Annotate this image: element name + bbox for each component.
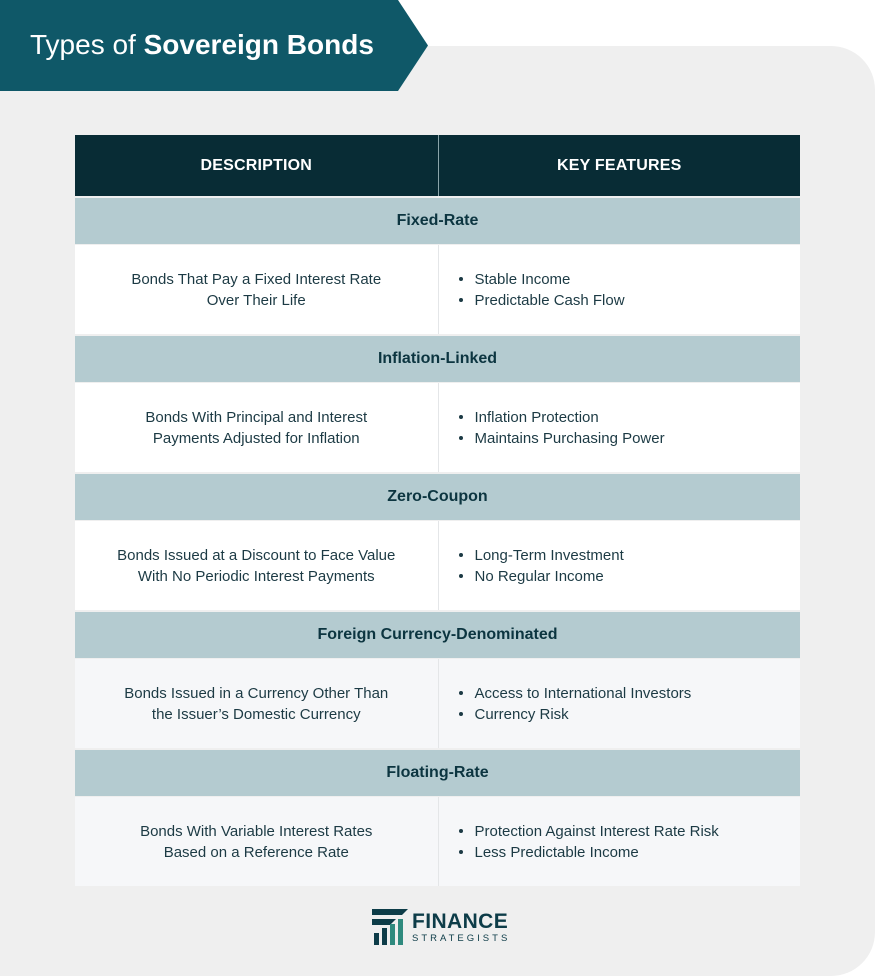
features-cell xyxy=(438,659,801,748)
header-description: DESCRIPTION xyxy=(200,156,313,174)
feature-item xyxy=(459,842,801,863)
description-cell xyxy=(75,521,438,610)
description-cell xyxy=(75,383,438,472)
description-cell xyxy=(75,245,438,334)
title-regular: Types of xyxy=(30,29,144,60)
category-row: Foreign Currency-Denominated xyxy=(75,612,800,658)
feature-item xyxy=(459,704,801,725)
feature-item xyxy=(459,407,801,428)
bullet-icon xyxy=(459,712,463,716)
bond-types-table xyxy=(75,135,800,886)
description-line: Bonds That Pay a Fixed Interest Rate xyxy=(131,270,382,288)
logo-text-top: FINANCE xyxy=(412,909,509,933)
feature-item xyxy=(459,428,801,449)
feature-item xyxy=(459,566,801,587)
header-key-features: KEY FEATURES xyxy=(438,135,801,196)
description-cell xyxy=(75,659,438,748)
page-title xyxy=(30,26,374,64)
bullet-icon xyxy=(459,415,463,419)
feature-item xyxy=(459,269,801,290)
bullet-icon xyxy=(459,850,463,854)
feature-text: No Regular Income xyxy=(474,567,604,585)
description-line: With No Periodic Interest Payments xyxy=(137,567,375,585)
description-line: Payments Adjusted for Inflation xyxy=(152,429,360,447)
category-row: Fixed-Rate xyxy=(75,198,800,244)
table-row xyxy=(75,383,800,472)
bullet-icon xyxy=(459,436,463,440)
feature-text: Access to International Investors xyxy=(474,684,692,702)
category-row: Floating-Rate xyxy=(75,750,800,796)
category-row: Inflation-Linked xyxy=(75,336,800,382)
feature-item xyxy=(459,821,801,842)
feature-text: Inflation Protection xyxy=(474,408,599,426)
table-row xyxy=(75,521,800,610)
table-header xyxy=(75,135,800,196)
bullet-icon xyxy=(459,277,463,281)
feature-text: Maintains Purchasing Power xyxy=(474,429,665,447)
description-cell xyxy=(75,797,438,886)
description-line: the Issuer’s Domestic Currency xyxy=(151,705,361,723)
feature-text: Stable Income xyxy=(474,270,571,288)
feature-text: Predictable Cash Flow xyxy=(474,291,625,309)
table-row xyxy=(75,245,800,334)
logo-text-bottom: STRATEGISTS xyxy=(412,932,511,944)
category-row: Zero-Coupon xyxy=(75,474,800,520)
bullet-icon xyxy=(459,829,463,833)
bullet-icon xyxy=(459,574,463,578)
feature-text: Currency Risk xyxy=(474,705,569,723)
description-line: Based on a Reference Rate xyxy=(163,843,349,861)
title-bold: Sovereign Bonds xyxy=(143,29,374,60)
finance-strategists-logo-icon xyxy=(372,909,408,945)
description-line: Bonds With Principal and Interest xyxy=(145,408,368,426)
logo-wordmark xyxy=(412,911,510,944)
bullet-icon xyxy=(459,298,463,302)
feature-text: Protection Against Interest Rate Risk xyxy=(474,822,719,840)
description-line: Bonds Issued at a Discount to Face Value xyxy=(117,546,396,564)
features-cell xyxy=(438,245,801,334)
table-row xyxy=(75,797,800,886)
features-cell xyxy=(438,797,801,886)
feature-item xyxy=(459,545,801,566)
bullet-icon xyxy=(459,553,463,557)
feature-item xyxy=(459,683,801,704)
feature-text: Long-Term Investment xyxy=(474,546,624,564)
feature-item xyxy=(459,290,801,311)
description-line: Bonds With Variable Interest Rates xyxy=(140,822,373,840)
description-line: Over Their Life xyxy=(206,291,306,309)
features-cell xyxy=(438,521,801,610)
features-cell xyxy=(438,383,801,472)
description-line: Bonds Issued in a Currency Other Than xyxy=(124,684,389,702)
table-row xyxy=(75,659,800,748)
feature-text: Less Predictable Income xyxy=(474,843,639,861)
bullet-icon xyxy=(459,691,463,695)
finance-strategists-logo xyxy=(372,909,510,945)
